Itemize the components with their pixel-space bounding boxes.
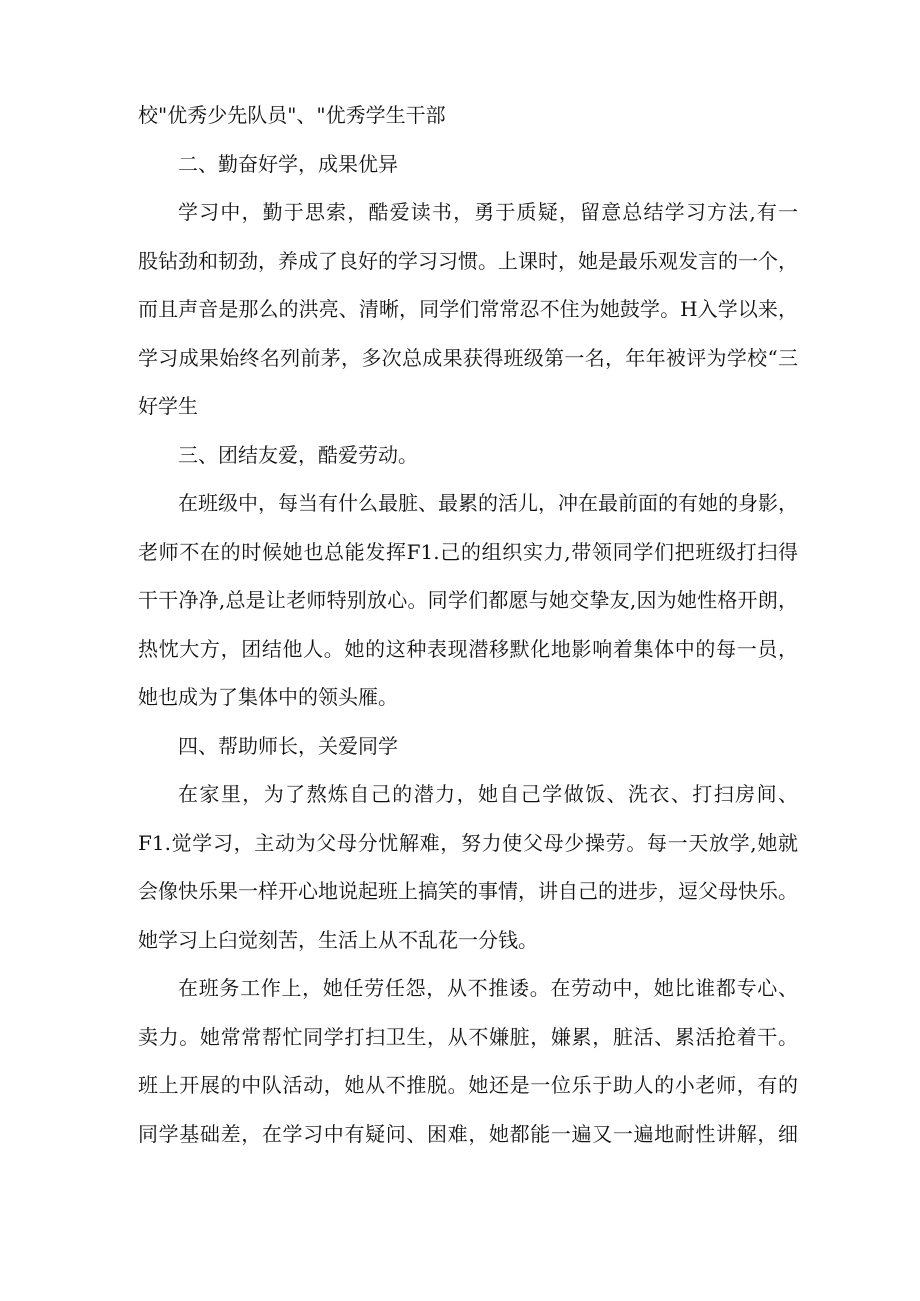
document-body (138, 91, 798, 1158)
text-line: 她也成为了集体中的领头雁。 (138, 685, 398, 709)
text-line: 她学习上臼觉刻苦，生活上从不乱花一分钱。 (138, 927, 538, 952)
section-heading-4: 四、帮助师长，关爱同学 (178, 733, 398, 758)
text-line: 干干净净,总是让老师特别放心。同学们都愿与她交挚友,因为她性格开朗， (138, 588, 798, 612)
text-line: 好学生 (138, 394, 198, 418)
text-line: 而且声音是那么的洪亮、清晰，同学们常常忍不住为她鼓学。H入学以来， (138, 297, 798, 321)
text-line: 卖力。她常常帮忙同学打扫卫生，从不嫌脏，嫌累，脏活、累活抢着干。 (138, 1024, 798, 1049)
text-line: 班上开展的中队活动，她从不推脱。她还是一位乐于助人的小老师，有的 (138, 1073, 798, 1097)
section-heading-3: 三、团结友爱，酷爱劳动。 (178, 442, 418, 467)
text-line: 在家里，为了熬炼自己的潜力，她自己学做饭、洗衣、打扫房间、 (178, 782, 798, 806)
text-line: 股钻劲和韧劲，养成了良好的学习习惯。上课时，她是最乐观发言的一个， (138, 248, 798, 273)
text-line: 在班务工作上，她任劳任怨，从不推诿。在劳动中，她比谁都专心、 (178, 976, 798, 1000)
text-line: 会像快乐果一样开心地说起班上搞笑的事情，讲自己的进步，逗父母快乐。 (138, 879, 798, 903)
text-line: 在班级中，每当有什么最脏、最累的活儿，冲在最前面的有她的身影， (178, 491, 798, 515)
section-heading-2: 二、勤奋好学，成果优异 (178, 151, 398, 176)
text-line: F1.觉学习，主动为父母分忧解难，努力使父母少操劳。每一天放学,她就 (138, 830, 798, 855)
text-line: 学习成果始终名列前茅，多次总成果获得班级第一名，年年被评为学校“三 (138, 345, 798, 370)
text-line: 老师不在的时候她也总能发挥F1.己的组织实力,带领同学们把班级打扫得 (138, 539, 798, 564)
text-line: 校"优秀少先队员"、"优秀学生干部 (138, 103, 446, 127)
text-line: 热忱大方，团结他人。她的这种表现潜移默化地影响着集体中的每一员， (138, 636, 798, 661)
text-line: 学习中，勤于思索，酷爱读书，勇于质疑，留意总结学习方法,有一 (178, 200, 798, 224)
text-line: 同学基础差，在学习中有疑问、困难，她都能一遍又一遍地耐性讲解，细 (138, 1121, 798, 1146)
